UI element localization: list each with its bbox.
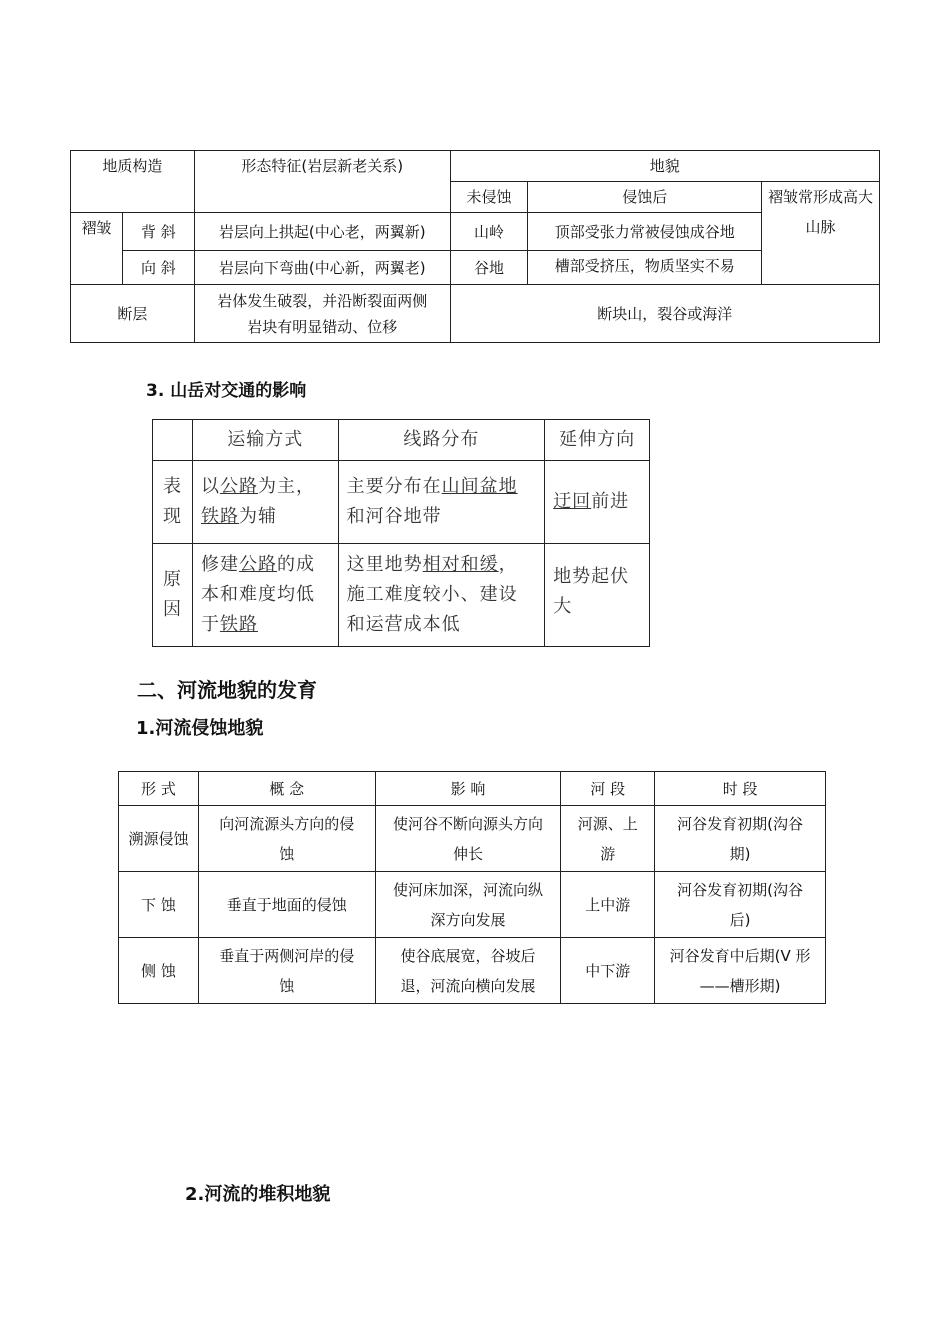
- corner-cell: [153, 420, 193, 461]
- text: 蚀: [279, 844, 295, 863]
- text: 和运营成本低: [346, 614, 461, 635]
- effect-cell: [375, 806, 561, 872]
- fault-landform: 断块山，裂谷或海洋: [450, 285, 879, 343]
- underlined-text: 迂回: [553, 491, 592, 512]
- text: 修建: [200, 554, 239, 575]
- fault-feature-line1: 岩体发生破裂，并沿断裂面两侧: [217, 291, 428, 310]
- syncline-eroded: 槽部受挤压，物质坚实不易: [528, 251, 762, 285]
- text: 施工难度较小、建设: [346, 584, 518, 605]
- concept-cell: [198, 938, 375, 1004]
- anticline-not-eroded: 山岭: [450, 213, 528, 251]
- anticline-eroded: 顶部受张力常被侵蚀成谷地: [528, 213, 762, 251]
- text: 为辅: [238, 506, 277, 527]
- text: 使河床加深，河流向纵: [392, 880, 543, 899]
- table-row: [119, 938, 826, 1004]
- text: 本和难度均低: [200, 584, 315, 605]
- form-cell: 下 蚀: [119, 872, 199, 938]
- text: 前进: [591, 491, 630, 512]
- text: 以: [200, 476, 220, 497]
- syncline-name: 向 斜: [122, 251, 194, 285]
- row-label-reason-b: 因: [162, 599, 182, 620]
- text: 蚀: [279, 976, 295, 995]
- header-eroded: 侵蚀后: [528, 182, 762, 213]
- row-label-performance-a: 表: [162, 476, 182, 497]
- text: 河谷发育中后期(V 形: [669, 946, 811, 965]
- reason-transport: [192, 544, 338, 647]
- fold-label: 褶皱: [71, 213, 123, 285]
- section-cell: [561, 806, 655, 872]
- text: 使谷底展宽，谷坡后: [400, 946, 536, 965]
- table-row: [119, 806, 826, 872]
- table-row: [119, 872, 826, 938]
- header-concept: 概 念: [198, 772, 375, 806]
- header-period: 时 段: [655, 772, 826, 806]
- section3-title: 3. 山岳对交通的影响: [146, 381, 307, 401]
- header-route: 线路分布: [338, 420, 545, 461]
- header-form: 形 式: [119, 772, 199, 806]
- text: 这里地势: [346, 554, 423, 575]
- row-label-performance-b: 现: [162, 506, 182, 527]
- row-label-reason: [153, 544, 193, 647]
- fault-feature: [194, 285, 450, 343]
- performance-transport: [192, 461, 338, 544]
- anticline-feature: 岩层向上拱起(中心老，两翼新): [194, 213, 450, 251]
- text: 于: [200, 614, 220, 635]
- text: 垂直于地面的侵蚀: [226, 895, 347, 914]
- section-cell: [561, 938, 655, 1004]
- section-two-title: 二、河流地貌的发育: [137, 678, 317, 702]
- text: 后): [729, 910, 751, 929]
- section1-title: 1.河流侵蚀地貌: [136, 718, 264, 739]
- header-structure: 地质构造: [71, 151, 195, 213]
- concept-cell: [198, 872, 375, 938]
- underlined-text: 山间盆地: [441, 476, 518, 497]
- performance-route: [338, 461, 545, 544]
- text: 地势起伏: [553, 566, 630, 587]
- text: 中下游: [585, 961, 631, 980]
- period-cell: [655, 806, 826, 872]
- fold-note: 褶皱常形成高大山脉: [762, 182, 880, 285]
- reason-route: [338, 544, 545, 647]
- river-erosion-table: [118, 771, 826, 1004]
- section-cell: [561, 872, 655, 938]
- header-landform: 地貌: [450, 151, 879, 182]
- mountain-transport-table: [152, 419, 650, 647]
- underlined-text: 公路: [238, 554, 277, 575]
- underlined-text: 铁路: [219, 614, 258, 635]
- anticline-name: 背 斜: [122, 213, 194, 251]
- period-cell: [655, 872, 826, 938]
- period-cell: [655, 938, 826, 1004]
- text: 河谷发育初期(沟谷: [677, 814, 804, 833]
- effect-cell: [375, 938, 561, 1004]
- text: 大: [553, 596, 573, 617]
- underlined-text: 相对和缓: [422, 554, 499, 575]
- row-label-performance: [153, 461, 193, 544]
- text: 河谷发育初期(沟谷: [677, 880, 804, 899]
- form-cell: 溯源侵蚀: [119, 806, 199, 872]
- text: ——槽形期): [699, 976, 781, 995]
- underlined-text: 公路: [219, 476, 258, 497]
- header-transport: 运输方式: [192, 420, 338, 461]
- text: 垂直于两侧河岸的侵: [219, 946, 355, 965]
- geologic-structure-table: [70, 150, 880, 343]
- row-label-reason-a: 原: [162, 569, 182, 590]
- fault-name: 断层: [71, 285, 195, 343]
- text: 河源、上: [577, 814, 638, 833]
- text: 的成: [276, 554, 315, 575]
- section2-title: 2.河流的堆积地貌: [185, 1184, 331, 1205]
- text: ，: [498, 554, 518, 575]
- header-direction: 延伸方向: [545, 420, 650, 461]
- reason-direction: [545, 544, 650, 647]
- header-not-eroded: 未侵蚀: [450, 182, 528, 213]
- form-cell: 侧 蚀: [119, 938, 199, 1004]
- text: 和河谷地带: [346, 506, 442, 527]
- syncline-not-eroded: 谷地: [450, 251, 528, 285]
- text: 伸长: [452, 844, 483, 863]
- text: 期): [729, 844, 751, 863]
- text: 游: [600, 844, 616, 863]
- fault-feature-line2: 岩块有明显错动、位移: [247, 317, 398, 336]
- text: 为主，: [257, 476, 315, 497]
- performance-direction: [545, 461, 650, 544]
- concept-cell: [198, 806, 375, 872]
- header-section: 河 段: [561, 772, 655, 806]
- effect-cell: [375, 872, 561, 938]
- text: 退，河流向横向发展: [400, 976, 536, 995]
- text: 主要分布在: [346, 476, 442, 497]
- syncline-feature: 岩层向下弯曲(中心新，两翼老): [194, 251, 450, 285]
- underlined-text: 铁路: [200, 506, 239, 527]
- text: 深方向发展: [430, 910, 506, 929]
- text: 使河谷不断向源头方向: [392, 814, 543, 833]
- header-effect: 影 响: [375, 772, 561, 806]
- text: 上中游: [585, 895, 631, 914]
- header-feature: 形态特征(岩层新老关系): [194, 151, 450, 213]
- text: 向河流源头方向的侵: [219, 814, 355, 833]
